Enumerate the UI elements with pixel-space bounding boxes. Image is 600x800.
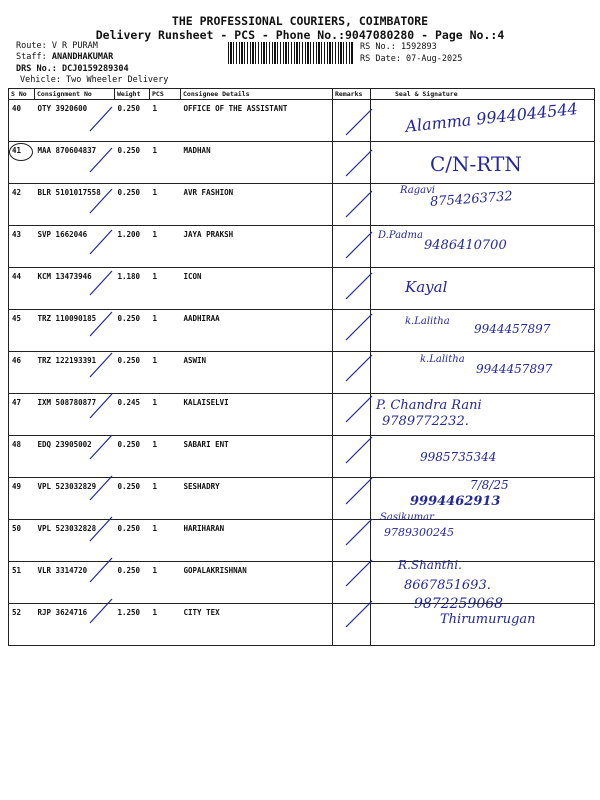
signature-41: C/N-RTN <box>430 152 522 176</box>
signature-47-phone: 9789772232. <box>382 414 469 429</box>
row-sno: 46 <box>9 352 35 394</box>
row-consignment: TRZ 122193391 <box>35 352 115 394</box>
signature-42-name: Ragavi <box>400 185 435 196</box>
company-title: THE PROFESSIONAL COURIERS, COIMBATORE <box>171 14 429 28</box>
runsheet-subtitle: Delivery Runsheet - PCS - Phone No.:9047080280 - Page No.:4 <box>95 28 505 42</box>
barcode <box>228 42 354 64</box>
row-consignment: BLR 5101017558 <box>35 184 115 226</box>
row-remarks <box>333 436 371 478</box>
row-consignee: MADHAN <box>181 142 333 184</box>
row-pcs: 1 <box>150 604 181 646</box>
row-pcs: 1 <box>150 310 181 352</box>
row-weight: 0.250 <box>115 310 150 352</box>
row-consignment: OTY 3920600 <box>35 100 115 142</box>
table-row <box>9 562 595 604</box>
row-weight: 0.250 <box>115 436 150 478</box>
signature-43-phone: 9486410700 <box>424 238 507 253</box>
row-sno: 52 <box>9 604 35 646</box>
row-weight: 0.250 <box>115 352 150 394</box>
row-pcs: 1 <box>150 142 181 184</box>
signature-49-phone: 9994462913 <box>410 494 501 509</box>
row-weight: 0.250 <box>115 562 150 604</box>
signature-51-name: R.Shanthi. <box>398 558 462 572</box>
row-sno: 51 <box>9 562 35 604</box>
row-consignment: RJP 3624716 <box>35 604 115 646</box>
row-consignment: KCM 13473946 <box>35 268 115 310</box>
drs-number: DRS No.: DCJ0159289304 <box>16 64 129 74</box>
row-consignee: AVR FASHION <box>181 184 333 226</box>
row-weight: 0.250 <box>115 478 150 520</box>
row-pcs: 1 <box>150 520 181 562</box>
vehicle: Vehicle: Two Wheeler Delivery <box>20 75 169 85</box>
row-consignee: CITY TEX <box>181 604 333 646</box>
row-sno: 42 <box>9 184 35 226</box>
table-row <box>9 268 595 310</box>
row-remarks <box>333 562 371 604</box>
row-sno: 48 <box>9 436 35 478</box>
row-41-circle-mark <box>9 143 33 161</box>
row-weight: 1.180 <box>115 268 150 310</box>
table-row <box>9 436 595 478</box>
row-remarks <box>333 100 371 142</box>
table-row <box>9 394 595 436</box>
row-weight: 0.250 <box>115 142 150 184</box>
signature-52-name: Thirumurugan <box>440 612 536 627</box>
row-pcs: 1 <box>150 478 181 520</box>
row-weight: 0.245 <box>115 394 150 436</box>
route: Route: V R PURAM <box>16 41 98 51</box>
staff-label: Staff: <box>16 52 47 62</box>
row-consignee: JAYA PRAKSH <box>181 226 333 268</box>
row-remarks <box>333 520 371 562</box>
row-pcs: 1 <box>150 562 181 604</box>
row-consignment: VPL 523032829 <box>35 478 115 520</box>
row-consignee: ASWIN <box>181 352 333 394</box>
row-sno: 47 <box>9 394 35 436</box>
row-pcs: 1 <box>150 226 181 268</box>
signature-45-name: k.Lalitha <box>405 316 450 327</box>
row-remarks <box>333 268 371 310</box>
row-consignee: ICON <box>181 268 333 310</box>
signature-50-name: Sasikumar <box>380 512 434 523</box>
row-remarks <box>333 142 371 184</box>
row-weight: 0.250 <box>115 520 150 562</box>
signature-52-phone: 9872259068 <box>414 596 504 612</box>
signature-44: Kayal <box>405 278 448 296</box>
col-consignment: Consignment No <box>35 89 115 100</box>
row-consignment: VPL 523032828 <box>35 520 115 562</box>
row-sno: 45 <box>9 310 35 352</box>
row-consignment: IXM 508780877 <box>35 394 115 436</box>
row-sno: 50 <box>9 520 35 562</box>
row-consignee: AADHIRAA <box>181 310 333 352</box>
row-weight: 1.250 <box>115 604 150 646</box>
staff-name: ANANDHAKUMAR <box>51 52 114 62</box>
row-consignee: HARIHARAN <box>181 520 333 562</box>
row-remarks <box>333 352 371 394</box>
row-consignment: SVP 1662046 <box>35 226 115 268</box>
row-weight: 0.250 <box>115 100 150 142</box>
row-sno: 43 <box>9 226 35 268</box>
row-consignment: VLR 3314720 <box>35 562 115 604</box>
row-consignee: SESHADRY <box>181 478 333 520</box>
signature-43-name: D.Padma <box>378 230 423 241</box>
row-consignee: OFFICE OF THE ASSISTANT <box>181 100 333 142</box>
row-sno: 44 <box>9 268 35 310</box>
row-consignment: MAA 870604837 <box>35 142 115 184</box>
row-consignee: SABARI ENT <box>181 436 333 478</box>
col-sno: S No <box>9 89 35 100</box>
row-pcs: 1 <box>150 394 181 436</box>
col-pcs: PCS <box>150 89 181 100</box>
row-pcs: 1 <box>150 184 181 226</box>
row-consignment: EDQ 23905002 <box>35 436 115 478</box>
row-consignee: GOPALAKRISHNAN <box>181 562 333 604</box>
row-weight: 0.250 <box>115 184 150 226</box>
signature-47-name: P. Chandra Rani <box>376 398 482 413</box>
col-remarks: Remarks <box>333 89 371 100</box>
signature-50-phone: 9789300245 <box>384 526 454 539</box>
row-sno: 49 <box>9 478 35 520</box>
row-pcs: 1 <box>150 436 181 478</box>
signature-45-phone: 9944457897 <box>474 322 551 336</box>
row-pcs: 1 <box>150 100 181 142</box>
col-consignee: Consignee Details <box>181 89 333 100</box>
row-sno: 40 <box>9 100 35 142</box>
table-row <box>9 520 595 562</box>
row-weight: 1.200 <box>115 226 150 268</box>
row-pcs: 1 <box>150 352 181 394</box>
row-remarks <box>333 310 371 352</box>
col-signature: Seal & Signature <box>371 89 595 100</box>
row-remarks <box>333 184 371 226</box>
row-remarks <box>333 226 371 268</box>
table-header <box>9 89 595 100</box>
rs-date: RS Date: 07-Aug-2025 <box>360 54 463 64</box>
signature-51-phone: 8667851693. <box>404 578 491 593</box>
row-remarks <box>333 478 371 520</box>
rs-number: RS No.: 1592893 <box>360 42 437 52</box>
col-weight: Weight <box>115 89 150 100</box>
row-remarks <box>333 604 371 646</box>
signature-49-date: 7/8/25 <box>470 478 509 492</box>
row-pcs: 1 <box>150 268 181 310</box>
row-consignee: KALAISELVI <box>181 394 333 436</box>
signature-48: 9985735344 <box>420 450 497 464</box>
signature-46-phone: 9944457897 <box>476 362 553 376</box>
staff <box>16 52 113 62</box>
signature-46-name: k.Lalitha <box>420 354 465 365</box>
signature-42-phone: 8754263732 <box>429 189 514 210</box>
row-remarks <box>333 394 371 436</box>
row-consignment: TRZ 110090185 <box>35 310 115 352</box>
row-sno: 41 <box>9 142 35 184</box>
signature-40: Alamma 9944044544 <box>404 99 579 136</box>
